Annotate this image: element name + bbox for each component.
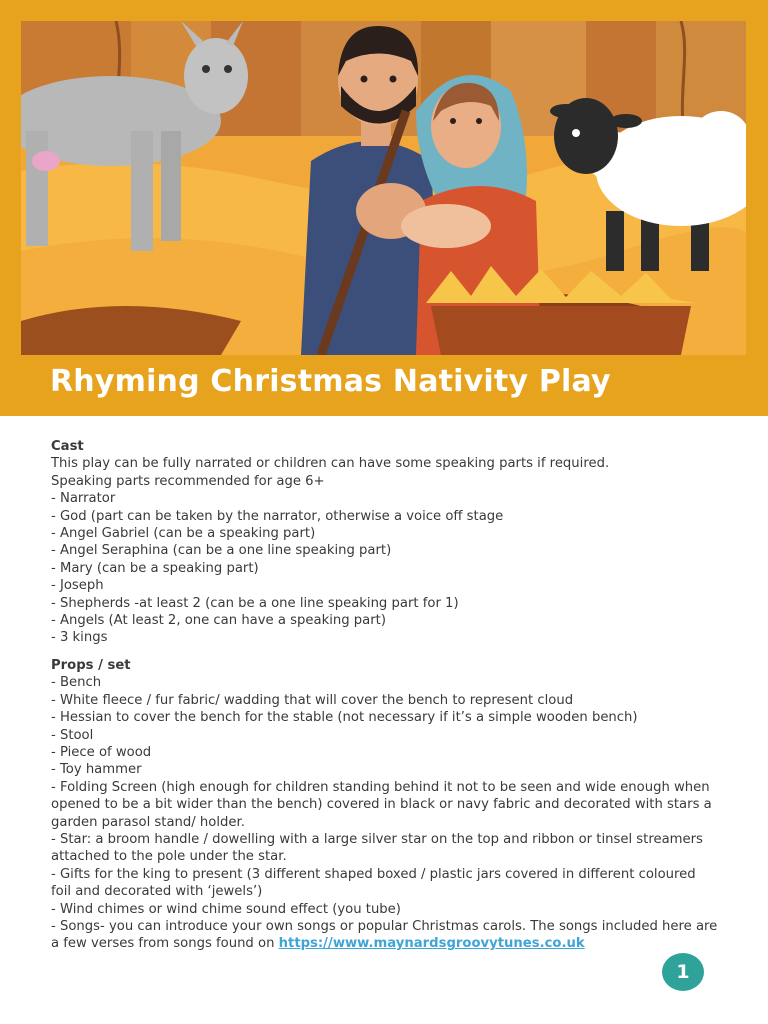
props-list-item: - Bench <box>51 675 102 691</box>
props-list-item: - Gifts for the king to present (3 different shaped boxed / plastic jars covered in different coloured foil and decorated with ‘jewels’) <box>51 866 696 900</box>
document-body <box>51 438 719 953</box>
cast-list-item: - Angel Gabriel (can be a speaking part) <box>51 526 316 542</box>
songs-list-item <box>51 918 719 953</box>
nativity-illustration <box>21 21 746 355</box>
cast-list-item: - Mary (can be a speaking part) <box>51 560 259 576</box>
songs-link[interactable]: https://www.maynardsgroovytunes.co.uk <box>278 936 585 952</box>
props-list-item: - Toy hammer <box>51 762 142 778</box>
cast-list-item: - Shepherds -at least 2 (can be a one line speaking part for 1) <box>51 595 459 611</box>
props-list-item: - Piece of wood <box>51 744 152 760</box>
props-heading: Props / set <box>51 657 131 673</box>
cast-list-item: - Joseph <box>51 578 104 594</box>
cast-heading: Cast <box>51 439 84 454</box>
props-list-item: - Wind chimes or wind chime sound effect (you tube) <box>51 901 401 917</box>
cast-intro-line: This play can be fully narrated or children can have some speaking parts if required. <box>51 456 610 472</box>
cast-list-item: - God (part can be taken by the narrator, otherwise a voice off stage <box>51 508 504 524</box>
cast-section <box>51 438 719 647</box>
songs-text: - Songs- you can introduce your own songs or popular Christmas carols. The songs included here are a few verses from songs found on <box>51 918 718 952</box>
cast-list <box>51 490 719 647</box>
props-list-item: - Folding Screen (high enough for children standing behind it not to be seen and wide enough when opened to be a bit wider than the bench) covered in black or navy fabric and decorated with stars a garden parasol stand/ holder. <box>51 779 712 830</box>
props-section <box>51 657 719 953</box>
cast-list-item: - Narrator <box>51 491 116 507</box>
cast-list-item: - Angel Seraphina (can be a one line speaking part) <box>51 543 392 559</box>
page-title: Rhyming Christmas Nativity Play <box>50 364 611 399</box>
cast-list-item: - 3 kings <box>51 630 108 646</box>
props-list-item: - Stool <box>51 727 94 743</box>
cast-intro-line: Speaking parts recommended for age 6+ <box>51 473 325 489</box>
props-list-item: - Star: a broom handle / dowelling with a large silver star on the top and ribbon or tinsel streamers attached to the pole under the star. <box>51 831 703 865</box>
section-spacer <box>51 647 719 657</box>
cast-list-item: - Angels (At least 2, one can have a speaking part) <box>51 613 386 629</box>
props-list-item: - Hessian to cover the bench for the stable (not necessary if it’s a simple wooden bench) <box>51 710 638 726</box>
page-number-badge: 1 <box>662 953 704 991</box>
header-banner <box>0 0 768 416</box>
props-list <box>51 674 719 953</box>
props-list-item: - White fleece / fur fabric/ wadding that will cover the bench to represent cloud <box>51 692 574 708</box>
